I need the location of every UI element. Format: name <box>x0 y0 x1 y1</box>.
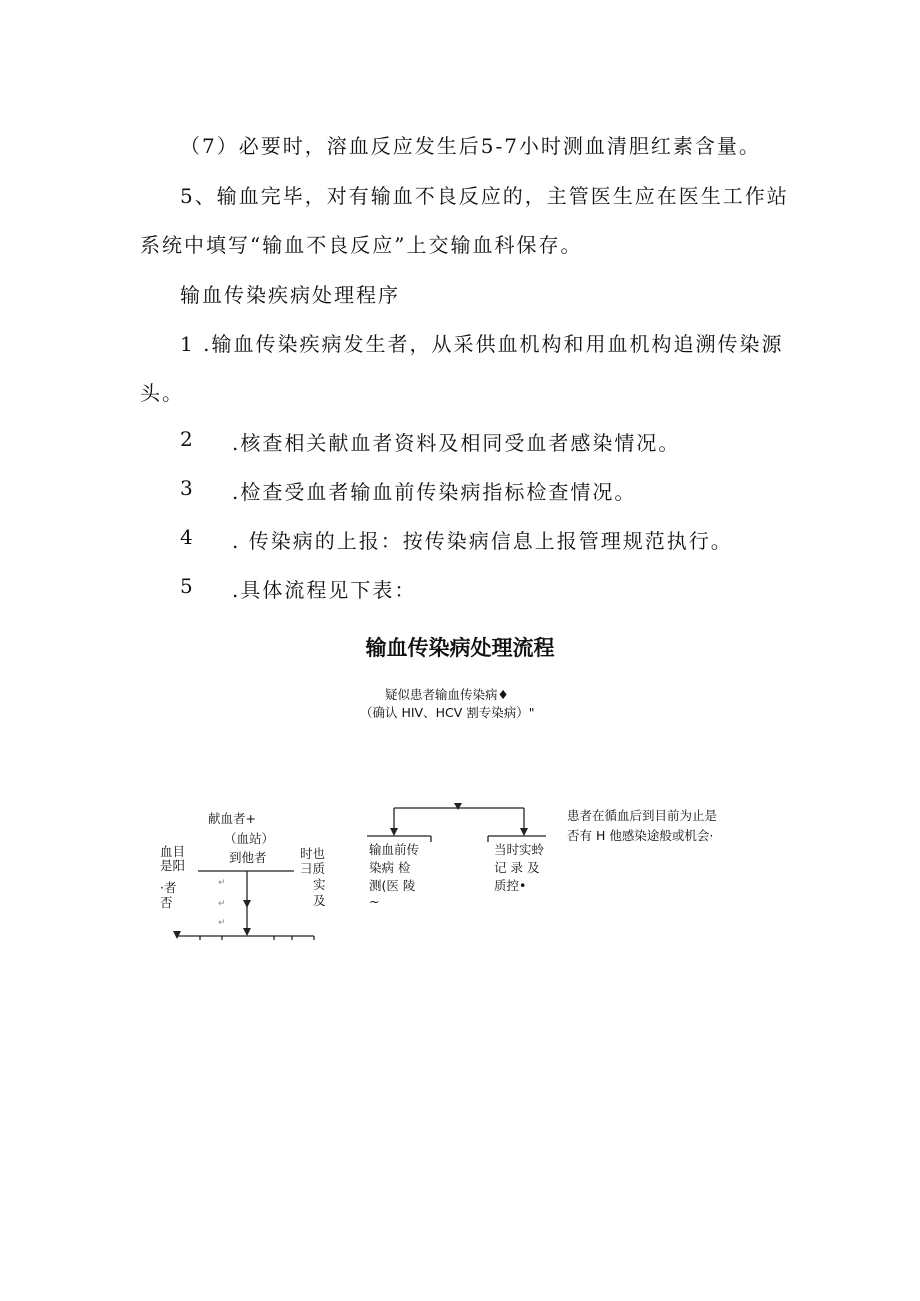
left-col-line3: ·者 <box>160 880 177 895</box>
paragraph-completion-line1: 5、输血完毕，对有输血不良反应的，主管医生应在医生工作站 <box>180 184 789 208</box>
item-2-number: 2 <box>180 427 193 451</box>
left-col-line1: 血目 <box>160 844 186 859</box>
pre-transfusion-node-line1: 输血前传 <box>369 842 420 857</box>
donor-node-line2: （血站） <box>224 831 275 846</box>
item-5-text: .具体流程见下表： <box>232 578 417 602</box>
flowchart-top-node-line1: 疑似患者输血传染病♦ <box>385 687 509 702</box>
section-heading: 输血传染疾病处理程序 <box>180 283 400 307</box>
flowchart-title: 输血传染病处理流程 <box>365 636 555 660</box>
right-col-line3: 实 <box>313 877 326 892</box>
left-col-line2: 是阳 <box>160 858 186 873</box>
item-4-text: . 传染病的上报：按传染病信息上报管理规范执行。 <box>232 529 733 553</box>
paragraph-completion-line2: 系统中填写“输血不良反应”上交输血科保存。 <box>140 233 583 257</box>
item-1-line2: 头。 <box>140 381 184 405</box>
patient-note-line2: 否有 H 他感染途般或机会· <box>567 828 714 843</box>
right-col-line4: 及 <box>313 893 326 908</box>
arrow-top <box>454 803 462 810</box>
item-3-number: 3 <box>180 476 193 500</box>
mark-1: ↵ <box>218 878 226 888</box>
arrow-center-bottom <box>243 928 251 936</box>
right-col-line1: 时也 <box>300 846 326 861</box>
records-node-line2: 记 录 及 <box>494 860 540 875</box>
flowchart-top-node-line2: （确认 HIV、HCV 割专染病）" <box>360 705 535 720</box>
patient-note-line1: 患者在循血后到目前为止是 <box>567 808 718 823</box>
left-col-line4: 否 <box>160 895 173 910</box>
arrow-center-mid <box>243 900 251 908</box>
mark-2: ↵ <box>218 899 226 909</box>
item-2-text: .核查相关献血者资料及相同受血者感染情况。 <box>232 431 681 455</box>
item-4-number: 4 <box>180 525 193 549</box>
mark-3: ↵ <box>218 918 226 928</box>
donor-node-line3: 到他者 <box>229 850 267 865</box>
records-node-line1: 当时实蛉 <box>494 842 545 857</box>
arrow-left-end <box>173 931 181 939</box>
item-3-text: .检查受血者输血前传染病指标检查情况。 <box>232 480 637 504</box>
arrow-right-drop <box>520 828 528 836</box>
arrow-left-drop <box>390 828 398 836</box>
pre-transfusion-node-line2: 染病 检 <box>369 860 411 875</box>
donor-node-line1: 献血者+ <box>208 811 256 826</box>
item-5-number: 5 <box>180 574 193 598</box>
paragraph-hemolysis: （7）必要时，溶血反应发生后5-7小时测血清胆红素含量。 <box>180 134 761 158</box>
item-1-line1: 1 .输血传染疾病发生者，从采供血机构和用血机构追溯传染源 <box>180 332 784 356</box>
pre-transfusion-node-line4: ~ <box>369 894 380 909</box>
pre-transfusion-node-line3: 测(医 陵 <box>369 878 416 893</box>
records-node-line3: 质控• <box>494 878 527 893</box>
right-col-line2: 彐质 <box>300 861 326 876</box>
